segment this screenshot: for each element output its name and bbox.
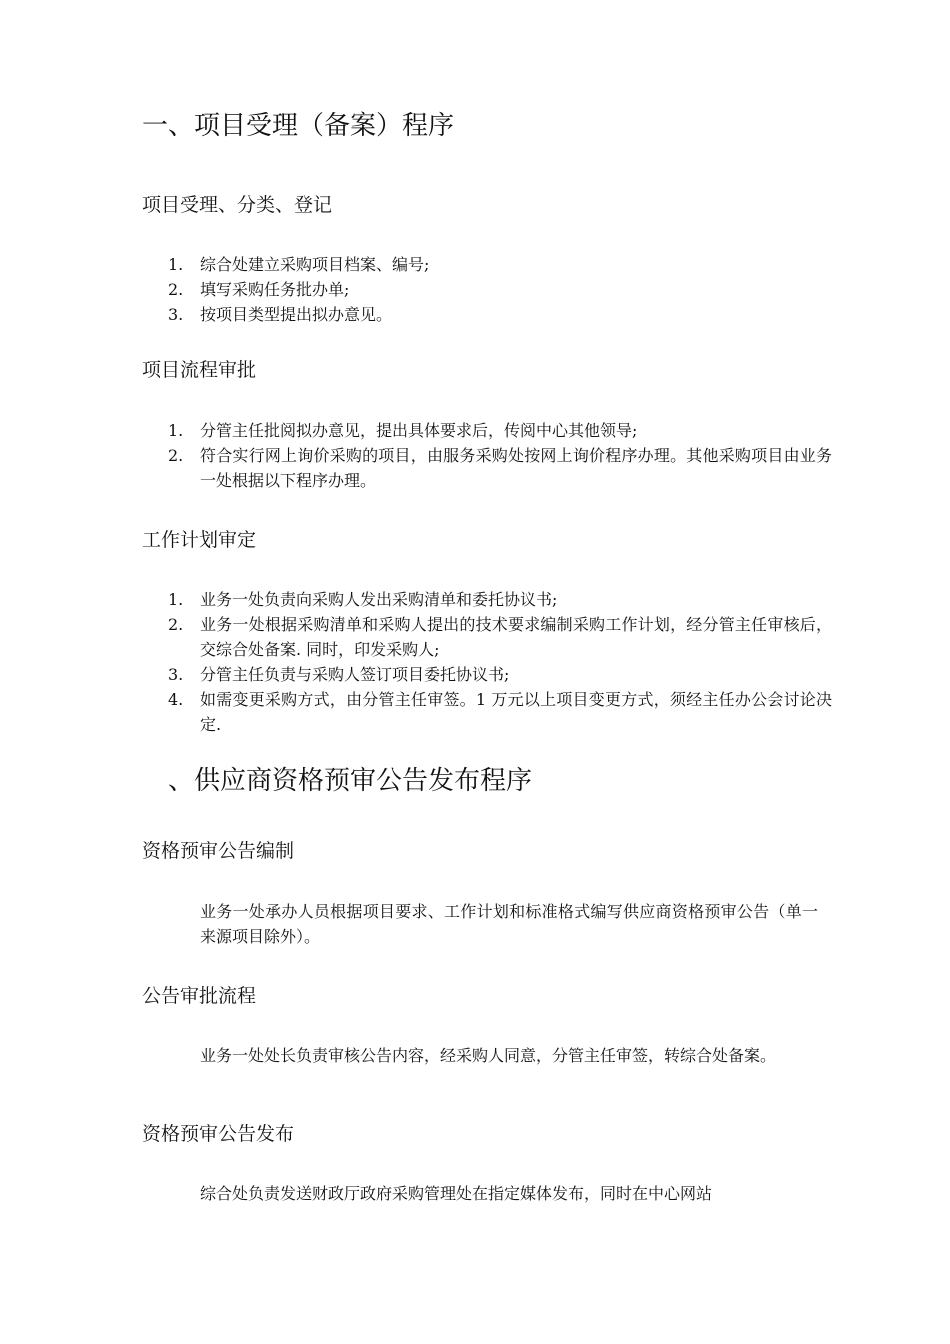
list-item-text: 分管主任批阅拟办意见，提出具体要求后，传阅中心其他领导; xyxy=(200,421,638,440)
section-1-sub-2-heading: 项目流程审批 xyxy=(142,359,257,381)
list-item xyxy=(142,252,832,277)
list-item-text: 业务一处根据采购清单和采购人提出的技术要求编制采购工作计划，经分管主任审核后，交综合处备案. 同时，印发采购人; xyxy=(200,615,832,659)
list-item-number: 1. xyxy=(168,590,184,609)
list-item xyxy=(142,418,832,443)
section-1-sub-3-heading: 工作计划审定 xyxy=(142,529,257,551)
list-item xyxy=(142,302,832,327)
section-2-sub-2-heading: 公告审批流程 xyxy=(142,985,257,1007)
section-2-sub-3-heading: 资格预审公告发布 xyxy=(142,1123,295,1145)
section-2-title: 、供应商资格预审公告发布程序 xyxy=(168,766,533,796)
section-2-sub-3-paragraph: 综合处负责发送财政厅政府采购管理处在指定媒体发布，同时在中心网站 xyxy=(200,1184,713,1203)
list-item xyxy=(142,587,832,612)
list-item-text: 如需变更采购方式，由分管主任审签。1 万元以上项目变更方式，须经主任办公会讨论决定. xyxy=(200,690,832,734)
list-item-number: 3. xyxy=(168,305,184,324)
section-1-sub-1-heading: 项目受理、分类、登记 xyxy=(142,194,333,216)
section-1-title: 一、项目受理（备案）程序 xyxy=(142,111,455,141)
section-1-sub-3-list xyxy=(142,587,832,737)
list-item-text: 综合处建立采购项目档案、编号; xyxy=(200,255,430,274)
list-item-number: 1. xyxy=(168,255,184,274)
list-item-text: 按项目类型提出拟办意见。 xyxy=(200,305,393,324)
list-item-text: 填写采购任务批办单; xyxy=(200,280,350,299)
section-2-sub-1-heading: 资格预审公告编制 xyxy=(142,840,295,862)
section-1-sub-2-list xyxy=(142,418,832,493)
list-item-number: 2. xyxy=(168,280,184,299)
list-item xyxy=(142,662,832,687)
list-item-text: 业务一处负责向采购人发出采购清单和委托协议书; xyxy=(200,590,558,609)
list-item-text: 符合实行网上询价采购的项目，由服务采购处按网上询价程序办理。其他采购项目由业务一处根据以下程序办理。 xyxy=(200,446,832,490)
list-item-number: 2. xyxy=(168,446,184,465)
section-2-sub-2-paragraph: 业务一处处长负责审核公告内容，经采购人同意，分管主任审签，转综合处备案。 xyxy=(200,1046,777,1065)
list-item-number: 4. xyxy=(168,690,184,709)
list-item-number: 3. xyxy=(168,665,184,684)
section-2-sub-1-paragraph: 业务一处承办人员根据项目要求、工作计划和标准格式编写供应商资格预审公告（单一来源项目除外）。 xyxy=(200,902,818,946)
list-item-text: 分管主任负责与采购人签订项目委托协议书; xyxy=(200,665,510,684)
list-item xyxy=(142,277,832,302)
list-item xyxy=(142,687,832,737)
list-item xyxy=(142,443,832,493)
list-item xyxy=(142,612,832,662)
list-item-number: 2. xyxy=(168,615,184,634)
section-1-sub-1-list xyxy=(142,252,832,327)
list-item-number: 1. xyxy=(168,421,184,440)
